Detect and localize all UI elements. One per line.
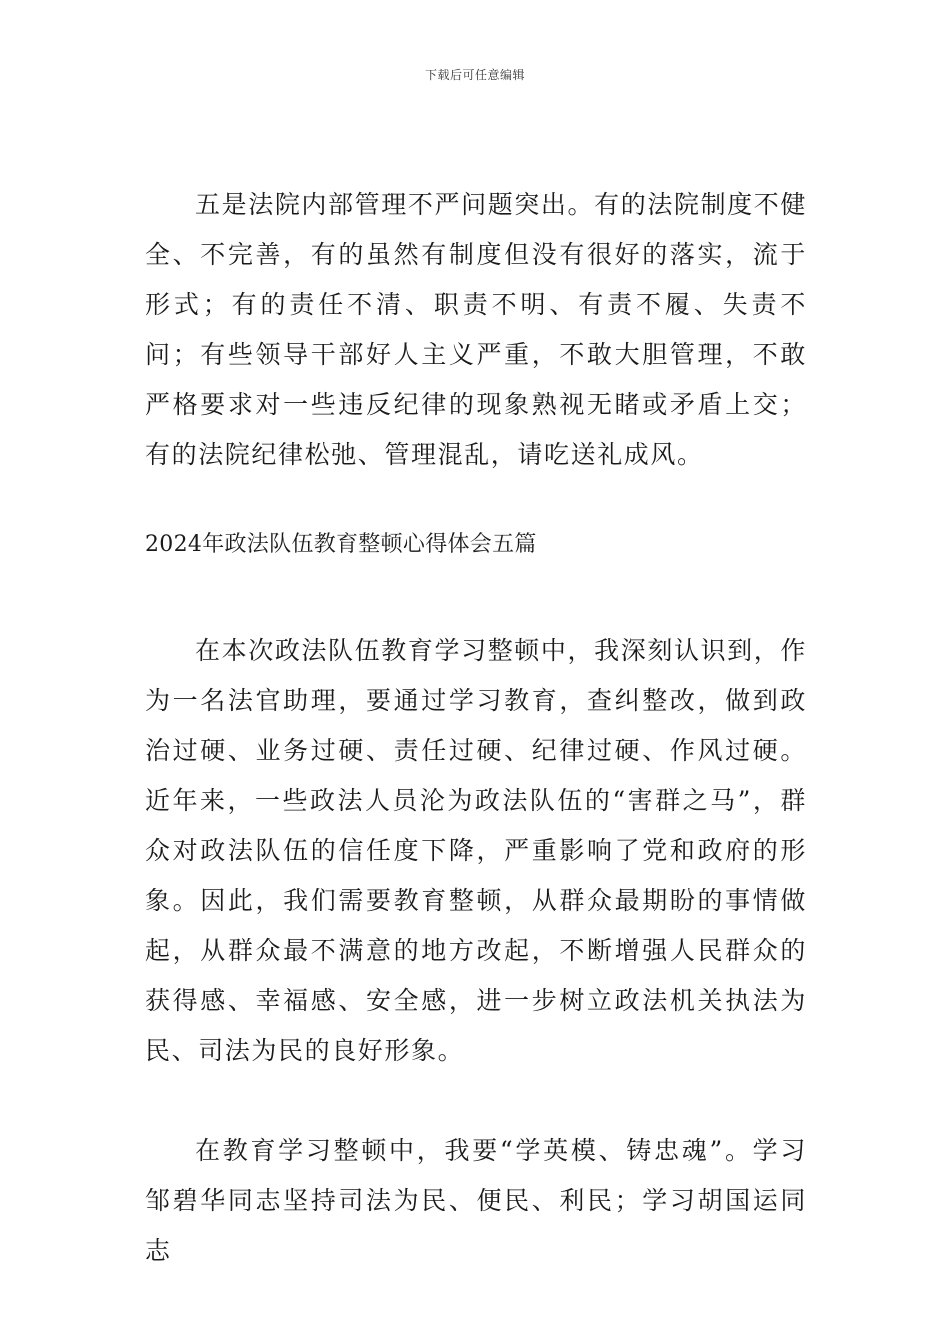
paragraph-learn-models: 在教育学习整顿中，我要“学英模、铸忠魂”。学习邹碧华同志坚持司法为民、便民、利民；学习胡国运同志: [145, 1136, 807, 1265]
spacer: [145, 1076, 807, 1126]
document-heading: 2024年政法队伍教育整顿心得体会五篇: [145, 532, 537, 557]
spacer: [145, 570, 807, 626]
header-note: 下载后可任意编辑: [424, 68, 525, 82]
document-body: [145, 180, 807, 1276]
paragraph-education-rectification: 在本次政法队伍教育学习整顿中，我深刻认识到，作为一名法官助理，要通过学习教育，查纠整改，做到政治过硬、业务过硬、责任过硬、纪律过硬、作风过硬。近年来，一些政法人员沦为政法队伍的“害群之马”，群众对政法队伍的信任度下降，严重影响了党和政府的形象。因此，我们需要教育整顿，从群众最期盼的事情做起，从群众最不满意的地方改起，不断增强人民群众的获得感、幸福感、安全感，进一步树立政法机关执法为民、司法为民的良好形象。: [145, 636, 807, 1065]
spacer: [145, 480, 807, 520]
paragraph-court-management: 五是法院内部管理不严问题突出。有的法院制度不健全、不完善，有的虽然有制度但没有很好的落实，流于形式；有的责任不清、职责不明、有责不履、失责不问；有些领导干部好人主义严重，不敢大胆管理，不敢严格要求对一些违反纪律的现象熟视无睹或矛盾上交；有的法院纪律松弛、管理混乱，请吃送礼成风。: [145, 190, 807, 469]
